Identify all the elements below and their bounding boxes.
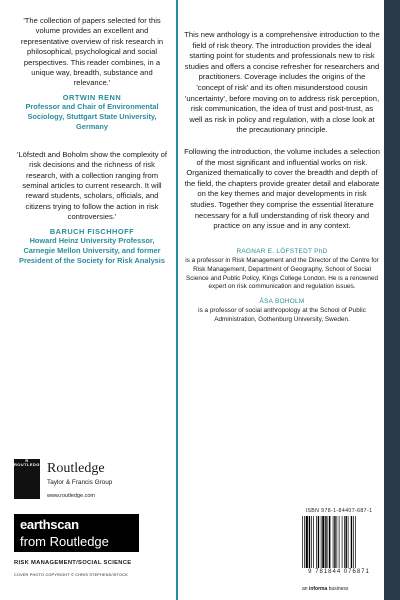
publisher-url: www.routledge.com <box>47 493 95 499</box>
author-name-1: RAGNAR E. LÖFSTEDT PhD <box>236 247 328 255</box>
routledge-logo <box>14 459 170 503</box>
isbn-barcode-block <box>300 508 378 575</box>
author-bio-1: is a professor in Risk Management and the Director of the Centre for Risk Management, Department of Geography, School of Social Science and Public Policy, Kings College London. He is a renowned expert on risk communication and regulation issues. <box>185 256 379 291</box>
author-name-2: ÅSA BOHOLM <box>259 298 305 306</box>
endorser-name-2: BARUCH FISCHHOFF <box>49 226 135 236</box>
spine-strip <box>384 0 400 600</box>
isbn-text: ISBN 978-1-84407-687-1 <box>305 508 373 514</box>
endorsements-column <box>14 16 170 266</box>
routledge-mark-letter: R <box>25 458 29 463</box>
informa-brand: informa <box>308 586 328 592</box>
description-column <box>184 30 380 325</box>
endorsement-quote-2: 'Löfstedt and Boholm show the complexity of risk decisions and the richness of risk research, with a collection ranging from seminal articles to current research. It will reward students, scholars, officials, and citizens trying to follow the action in risk controversies.' <box>16 149 168 222</box>
informa-business-tagline <box>302 586 348 592</box>
cover-photo-credit: COVER PHOTO COPYRIGHT © CHRIS STEPHENS/ISTOCK <box>14 573 128 577</box>
informa-prefix: an <box>302 586 308 592</box>
author-bio-2: is a professor of social anthropology at the School of Public Administration, Gothenburg University, Sweden. <box>198 307 366 324</box>
description-paragraph-2: Following the introduction, the volume includes a selection of the most significant and influential works on risk. Organized thematically to cover the breadth and depth of the field, the chapters provide greater detail and elaborate on the key themes and major developments in risk studies. Together they comprise the essential literature necessary for a full understanding of risk theory and practice on any issue and in any context. <box>184 146 380 231</box>
endorser-title-2: Howard Heinz University Professor, Carnegie Mellon University, and former President of the Society for Risk Analysis <box>19 235 165 265</box>
routledge-group: Taylor & Francis Group <box>47 479 113 486</box>
endorser-title-1: Professor and Chair of Environmental Sociology, Stuttgart State University, Germany <box>25 101 159 131</box>
endorser-name-1: ORTWIN RENN <box>62 92 122 102</box>
routledge-brand: Routledge <box>47 461 105 476</box>
barcode-number: 9 781844 076871 <box>308 569 370 575</box>
informa-suffix: business <box>328 586 349 592</box>
barcode-icon <box>300 516 378 568</box>
earthscan-subtitle: from Routledge <box>20 534 109 549</box>
subject-category: RISK MANAGEMENT/SOCIAL SCIENCE <box>14 560 132 566</box>
routledge-mark-icon <box>14 458 43 499</box>
endorsement-quote-1: 'The collection of papers selected for this volume provides an excellent and representative overview of risk research in philosophical, psychological and social perspectives. This reader combines, in a unique way, breadth, substance and relevance.' <box>20 16 164 88</box>
description-paragraph-1: This new anthology is a comprehensive introduction to the field of risk theory. The introduction provides the ideal starting point for students and professionals new to risk studies and offers a concise refresher for researchers and practitioners. Coverage includes the origins of the 'concept of risk' and its often misunderstood cousin 'uncertainty', before moving on to address risk perception, risk communication, the idea of trust and post-trust, as well as risk in policy and regulation, with a close look at the precautionary principle. <box>184 30 380 135</box>
routledge-mark-text: ROUTLEDGE <box>14 462 43 467</box>
column-divider <box>176 0 178 600</box>
earthscan-wordmark: earthscan <box>20 517 79 532</box>
earthscan-logo <box>14 514 139 552</box>
